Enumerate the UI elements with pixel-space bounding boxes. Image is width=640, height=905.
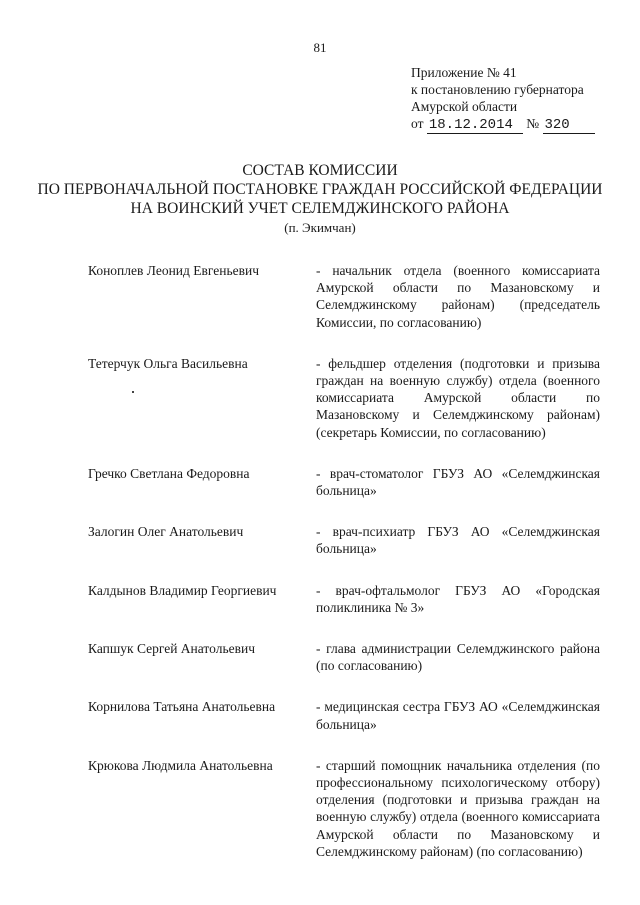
member-name: Крюкова Людмила Анатольевна bbox=[88, 757, 273, 773]
members-list bbox=[88, 262, 600, 884]
member-role: - начальник отдела (военного комиссариата Амурской области по Мазановскому и Селемджинскому районам) (председатель Комиссии, по согласованию) bbox=[316, 263, 600, 330]
member-role: - старший помощник начальника отделения (по профессиональному психологическому отбору) отделения (подготовки и призыва граждан на военную службу) отдела (военного комиссариата Амурской области по Мазановскому и Селемджинскому районам) (по согласованию) bbox=[316, 757, 600, 859]
member-name: Калдынов Владимир Георгиевич bbox=[88, 582, 277, 598]
member-role: - врач-психиатр ГБУЗ АО «Селемджинская больница» bbox=[316, 524, 600, 557]
member-role: - фельдшер отделения (подготовки и призыва граждан на военную службу) отдела (военного комиссариата Амурской области по Мазановскому и Селемджинскому районам) (секретарь Комиссии, по согласованию) bbox=[316, 355, 600, 440]
decree-date: 18.12.2014 bbox=[427, 118, 523, 134]
number-prefix: № bbox=[526, 116, 540, 131]
member-name: Тетерчук Ольга Васильевна bbox=[88, 355, 248, 371]
member-row bbox=[88, 757, 600, 860]
document-title bbox=[0, 161, 640, 237]
member-row bbox=[88, 262, 600, 331]
date-prefix: от bbox=[411, 116, 424, 131]
page-number: 81 bbox=[313, 40, 327, 55]
member-row bbox=[88, 355, 600, 441]
member-name: Залогин Олег Анатольевич bbox=[88, 524, 244, 540]
member-role: - врач-стоматолог ГБУЗ АО «Селемджинская больница» bbox=[316, 465, 600, 499]
member-name: Коноплев Леонид Евгеньевич bbox=[88, 263, 259, 278]
member-role: - врач-офтальмолог ГБУЗ АО «Городская поликлиника № 3» bbox=[316, 582, 600, 615]
member-row bbox=[88, 582, 600, 616]
member-role: - медицинская сестра ГБУЗ АО «Селемджинская больница» bbox=[316, 699, 600, 732]
title-line-2: ПО ПЕРВОНАЧАЛЬНОЙ ПОСТАНОВКЕ ГРАЖДАН РОССИЙСКОЙ ФЕДЕРАЦИИ bbox=[37, 181, 603, 198]
member-name: Гречко Светлана Федоровна bbox=[88, 465, 250, 481]
appendix-line-3: Амурской области bbox=[411, 99, 518, 114]
member-role: - глава администрации Селемджинского района (по согласованию) bbox=[316, 641, 600, 674]
member-name: Капшук Сергей Анатольевич bbox=[88, 641, 255, 657]
appendix-block bbox=[411, 64, 595, 134]
member-row bbox=[88, 523, 600, 557]
title-line-3: НА ВОИНСКИЙ УЧЕТ СЕЛЕМДЖИНСКОГО РАЙОНА bbox=[130, 200, 510, 217]
member-row bbox=[88, 698, 600, 732]
member-row bbox=[88, 640, 600, 674]
member-name: Корнилова Татьяна Анатольевна bbox=[88, 699, 276, 715]
decree-number: 320 bbox=[543, 118, 595, 134]
appendix-line-1: Приложение № 41 bbox=[411, 65, 517, 80]
title-line-1: СОСТАВ КОМИССИИ bbox=[242, 162, 398, 179]
appendix-line-2: к постановлению губернатора bbox=[411, 82, 584, 97]
title-subtitle: (п. Экимчан) bbox=[284, 220, 356, 235]
appendix-date-row bbox=[411, 115, 595, 134]
member-row bbox=[88, 465, 600, 499]
